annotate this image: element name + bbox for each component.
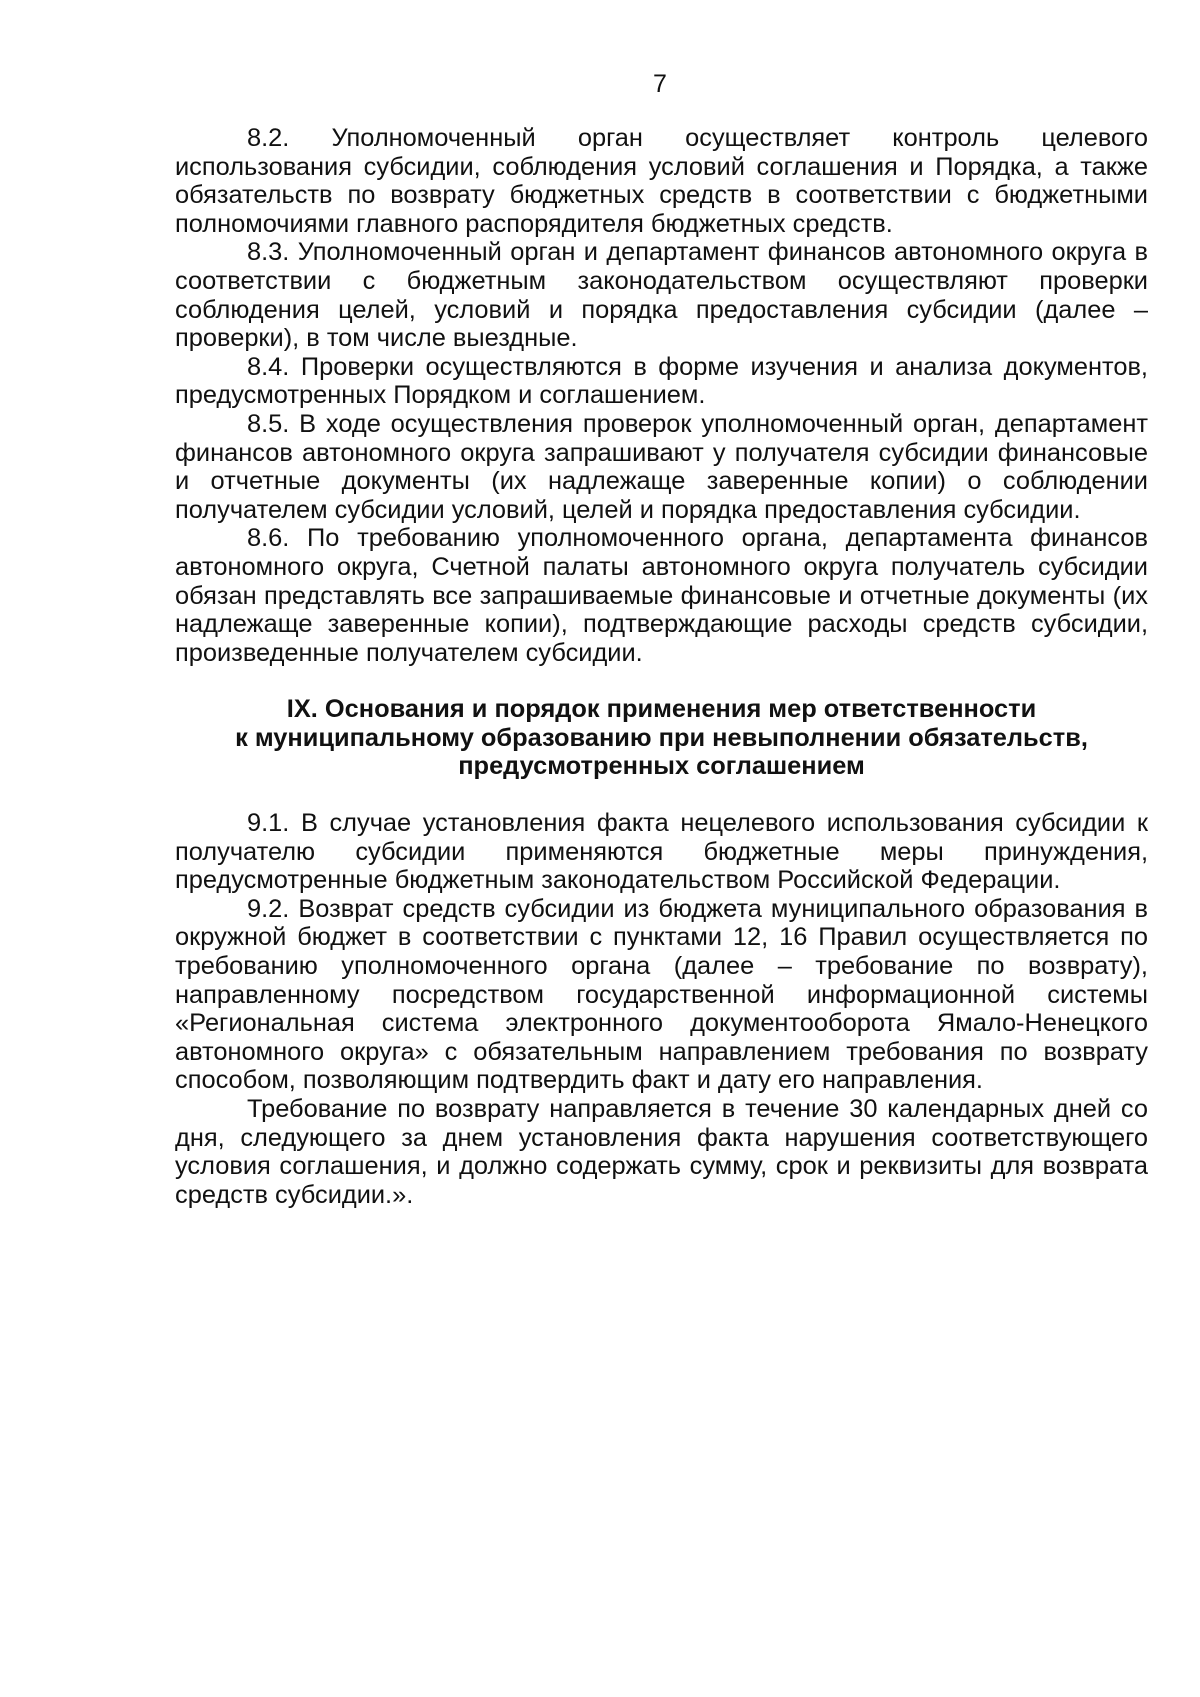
paragraph-9-1: 9.1. В случае установления факта нецелевого использования субсидии к получателю субсидии применяются бюджетные меры принуждения, предусмотренные бюджетным законодательством Российской Федерации. (175, 809, 1148, 895)
page-number: 7 (653, 70, 667, 98)
section-heading-line-2: к муниципальному образованию при невыполнении обязательств, (235, 723, 1088, 752)
paragraph-9-2-continuation: Требование по возврату направляется в течение 30 календарных дней со дня, следующего за днем установления факта нарушения соответствующего условия соглашения, и должно содержать сумму, срок и реквизиты для возврата средств субсидии.». (175, 1095, 1148, 1209)
paragraph-8-5: 8.5. В ходе осуществления проверок уполномоченный орган, департамент финансов автономного округа запрашивают у получателя субсидии финансовые и отчетные документы (их надлежаще заверенные копии) о соблюдении получателем субсидии условий, целей и порядка предоставления субсидии. (175, 409, 1148, 524)
section-heading-line-3: предусмотренных соглашением (458, 752, 865, 781)
document-body (175, 124, 1148, 1209)
paragraph-8-4: 8.4. Проверки осуществляются в форме изучения и анализа документов, предусмотренных Порядком и соглашением. (175, 352, 1148, 410)
paragraph-8-6: 8.6. По требованию уполномоченного органа, департамента финансов автономного округа, Счетной палаты автономного округа получатель субсидии обязан представлять все запрашиваемые финансовые и отчетные документы (их надлежаще заверенные копии), подтверждающие расходы средств субсидии, произведенные получателем субсидии. (175, 524, 1148, 667)
paragraph-8-3: 8.3. Уполномоченный орган и департамент финансов автономного округа в соответствии с бюджетным законодательством осуществляют проверки соблюдения целей, условий и порядка предоставления субсидии (далее – проверки), в том числе выездные. (175, 238, 1148, 353)
paragraph-9-2: 9.2. Возврат средств субсидии из бюджета муниципального образования в окружной бюджет в соответствии с пунктами 12, 16 Правил осуществляется по требованию уполномоченного органа (далее – требование по возврату), направленному посредством государственной информационной системы «Региональная система электронного документооборота Ямало-Ненецкого автономного округа» с обязательным направлением требования по возврату способом, позволяющим подтвердить факт и дату его направления. (175, 894, 1148, 1095)
paragraph-8-2: 8.2. Уполномоченный орган осуществляет контроль целевого использования субсидии, соблюдения условий соглашения и Порядка, а также обязательств по возврату бюджетных средств в соответствии с бюджетными полномочиями главного распорядителя бюджетных средств. (175, 124, 1148, 238)
section-heading-line-1: IX. Основания и порядок применения мер ответственности (286, 695, 1037, 724)
section-heading (175, 695, 1148, 781)
